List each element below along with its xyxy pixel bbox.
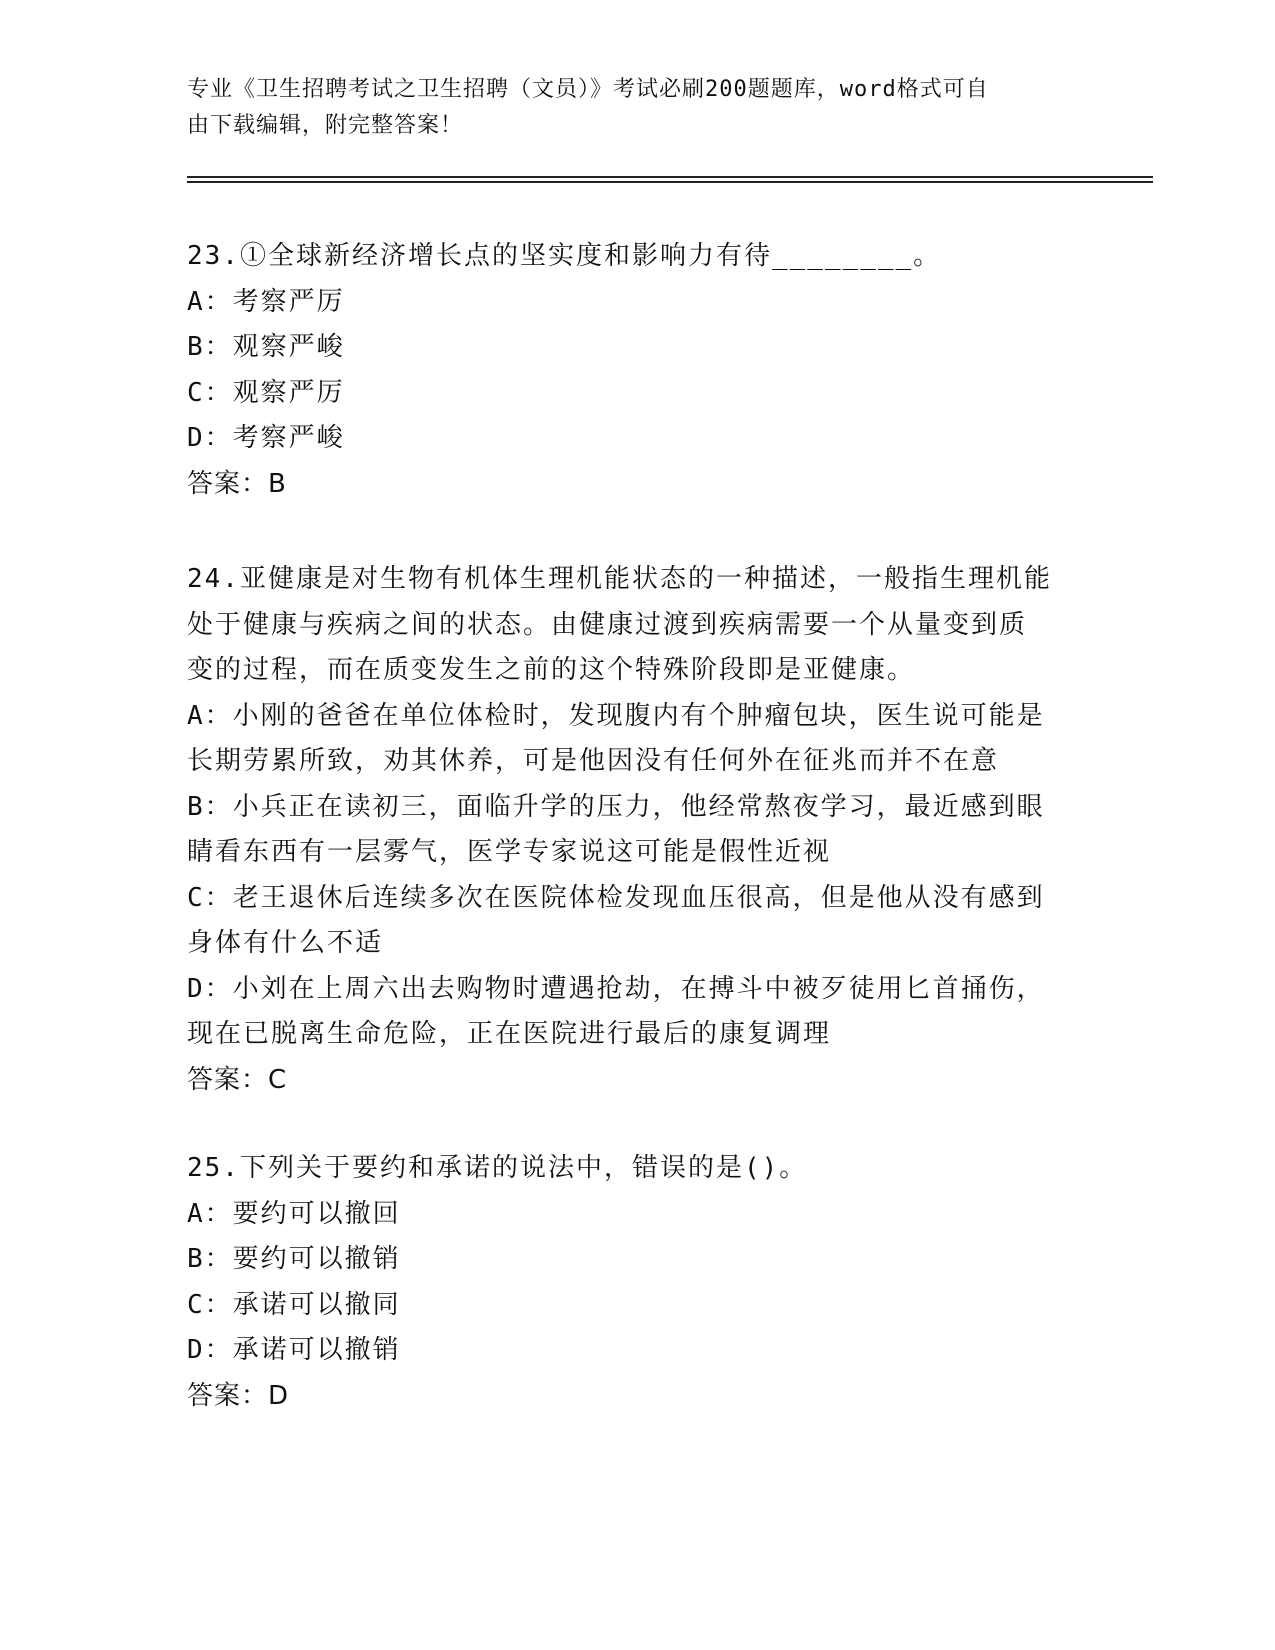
header-line-2: 由下载编辑，附完整答案！ xyxy=(187,113,464,138)
option-a: A：考察严厉 xyxy=(187,286,345,317)
question-24 xyxy=(187,557,1067,1103)
option-a: A：要约可以撤回 xyxy=(187,1198,401,1229)
option-b-line-1: B：小兵正在读初三，面临升学的压力，他经常熬夜学习，最近感到眼 xyxy=(187,791,1045,822)
option-c-line-1: C：老王退休后连续多次在医院体检发现血压很高，但是他从没有感到 xyxy=(187,882,1045,913)
answer: 答案：D xyxy=(187,1380,290,1411)
option-b: B：观察严峻 xyxy=(187,332,345,362)
option-d: D：考察严峻 xyxy=(187,423,345,453)
option-b-line-2: 睛看东西有一层雾气，医学专家说这可能是假性近视 xyxy=(187,837,832,867)
question-stem-line-1: 24.亚健康是对生物有机体生理机能状态的一种描述，一般指生理机能 xyxy=(187,564,1052,594)
question-stem-line-2: 处于健康与疾病之间的状态。由健康过渡到疾病需要一个从量变到质 xyxy=(187,609,1028,640)
header-line-1: 专业《卫生招聘考试之卫生招聘（文员）》考试必刷200题题库，word格式可自 xyxy=(187,77,989,102)
question-23 xyxy=(187,234,1067,507)
document-header xyxy=(187,72,1067,144)
option-c: C：观察严厉 xyxy=(187,377,345,408)
option-c-line-2: 身体有什么不适 xyxy=(187,928,384,958)
question-stem-line-3: 变的过程，而在质变发生之前的这个特殊阶段即是亚健康。 xyxy=(187,655,916,685)
option-d: D：承诺可以撤销 xyxy=(187,1335,401,1365)
option-d-line-2: 现在已脱离生命危险，正在医院进行最后的康复调理 xyxy=(187,1019,832,1049)
option-a-line-1: A：小刚的爸爸在单位体检时，发现腹内有个肿瘤包块，医生说可能是 xyxy=(187,700,1045,731)
option-d-line-1: D：小刘在上周六出去购物时遭遇抢劫，在搏斗中被歹徒用匕首捅伤， xyxy=(187,973,1045,1004)
option-a-line-2: 长期劳累所致，劝其休养，可是他因没有任何外在征兆而并不在意 xyxy=(187,746,1000,776)
header-divider-bottom xyxy=(187,181,1153,183)
header-divider-top xyxy=(187,176,1153,178)
option-b: B：要约可以撤销 xyxy=(187,1244,401,1274)
answer: 答案：B xyxy=(187,468,287,499)
question-stem: 25.下列关于要约和承诺的说法中，错误的是()。 xyxy=(187,1153,808,1183)
option-c: C：承诺可以撤同 xyxy=(187,1289,401,1320)
question-stem: 23.①全球新经济增长点的坚实度和影响力有待________。 xyxy=(187,241,942,271)
answer: 答案：C xyxy=(187,1064,288,1095)
question-25 xyxy=(187,1146,1067,1419)
